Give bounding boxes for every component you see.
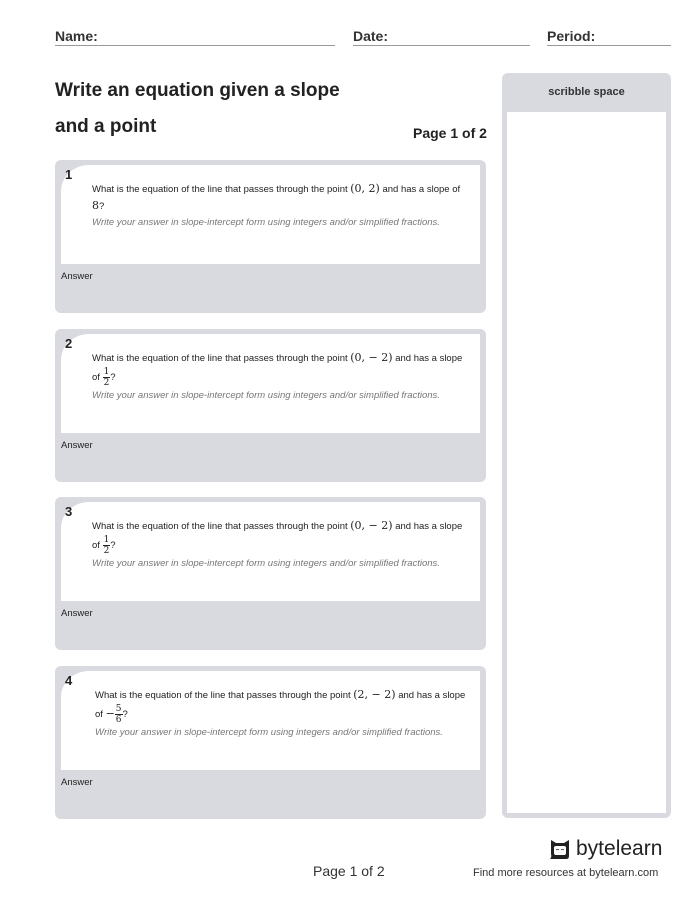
slope-fraction — [103, 367, 111, 388]
slope-numerator: 1 — [103, 367, 110, 377]
date-field[interactable] — [353, 28, 530, 46]
scribble-area[interactable] — [507, 112, 666, 813]
question-prompt-cont: and has a slope of — [92, 521, 463, 552]
slope-value: 8 — [92, 199, 99, 212]
question-box — [61, 165, 480, 264]
question-hint: Write your answer in slope-intercept form using integers and/or simplified fractions. — [95, 727, 443, 738]
question-hint: Write your answer in slope-intercept form using integers and/or simplified fractions. — [92, 217, 440, 228]
point: (2, − 2) — [353, 688, 396, 701]
answer-label: Answer — [61, 777, 93, 788]
slope-sign: − — [105, 707, 115, 721]
slope-denominator: 2 — [103, 546, 110, 556]
question-hint: Write your answer in slope-intercept form using integers and/or simplified fractions. — [92, 390, 440, 401]
question-prompt: What is the equation of the line that passes through the point — [92, 521, 351, 532]
question-number: 2 — [65, 336, 73, 351]
question-card — [55, 497, 486, 650]
question-text: What is the equation of the line that passes through the point (2, − 2) and has a slope of − $\frac{5}{6}$ ? Write your answer in slope-intercept form using integers and/or simplified fractions. — [95, 688, 466, 738]
question-box — [61, 671, 480, 770]
date-label: Date: — [353, 28, 389, 44]
answer-label: Answer — [61, 440, 93, 451]
question-card — [55, 666, 486, 819]
question-prompt: What is the equation of the line that passes through the point — [92, 184, 351, 195]
name-label: Name: — [55, 28, 98, 44]
question-prompt-cont: and has a slope of — [95, 690, 466, 721]
footer-tagline: Find more resources at bytelearn.com — [473, 867, 659, 879]
point: (0, − 2) — [350, 519, 393, 532]
question-number: 1 — [65, 167, 73, 182]
slope-numerator: 5 — [115, 704, 122, 714]
footer-page-indicator: Page 1 of 2 — [313, 863, 385, 879]
period-field[interactable] — [547, 28, 671, 46]
name-field[interactable] — [55, 28, 335, 46]
question-prompt-cont: and has a slope of — [92, 353, 463, 384]
slope-denominator: 2 — [103, 378, 110, 388]
slope-denominator: 6 — [115, 715, 122, 725]
question-prompt: What is the equation of the line that passes through the point — [95, 690, 354, 701]
question-prompt: What is the equation of the line that passes through the point — [92, 353, 351, 364]
point: (0, − 2) — [350, 351, 393, 364]
bytelearn-cat-icon — [548, 838, 572, 860]
scribble-space-title: scribble space — [548, 86, 625, 98]
worksheet-title-line2: and a point — [55, 116, 157, 137]
slope-fraction — [103, 535, 111, 556]
question-card — [55, 329, 486, 482]
question-prompt-cont: and has a slope of — [379, 184, 461, 195]
answer-label: Answer — [61, 271, 93, 282]
period-label: Period: — [547, 28, 596, 44]
question-card — [55, 160, 486, 313]
question-hint: Write your answer in slope-intercept form using integers and/or simplified fractions. — [92, 558, 440, 569]
bytelearn-logo — [548, 837, 662, 861]
worksheet-title-line1: Write an equation given a slope — [55, 80, 340, 101]
scribble-space — [502, 73, 671, 818]
brand-name: bytelearn — [576, 837, 663, 860]
question-text: What is the equation of the line that passes through the point (0, − 2) and has a slope of $\frac{1}{2}$ ? Write your answer in slope-intercept form using integers and/or simplified fractions. — [92, 519, 463, 569]
question-text: What is the equation of the line that passes through the point (0, 2) and has a slope of 8? Write your answer in slope-intercept form using integers and/or simplified fractions. — [92, 182, 461, 228]
question-number: 4 — [65, 673, 73, 688]
question-number: 3 — [65, 504, 73, 519]
question-box — [61, 502, 480, 601]
point: (0, 2) — [350, 182, 380, 195]
question-text: What is the equation of the line that passes through the point (0, − 2) and has a slope of $\frac{1}{2}$ ? Write your answer in slope-intercept form using integers and/or simplified fractions. — [92, 351, 463, 401]
question-box — [61, 334, 480, 433]
page-indicator: Page 1 of 2 — [413, 125, 487, 141]
answer-label: Answer — [61, 608, 93, 619]
slope-numerator: 1 — [103, 535, 110, 545]
slope-fraction — [115, 704, 123, 725]
